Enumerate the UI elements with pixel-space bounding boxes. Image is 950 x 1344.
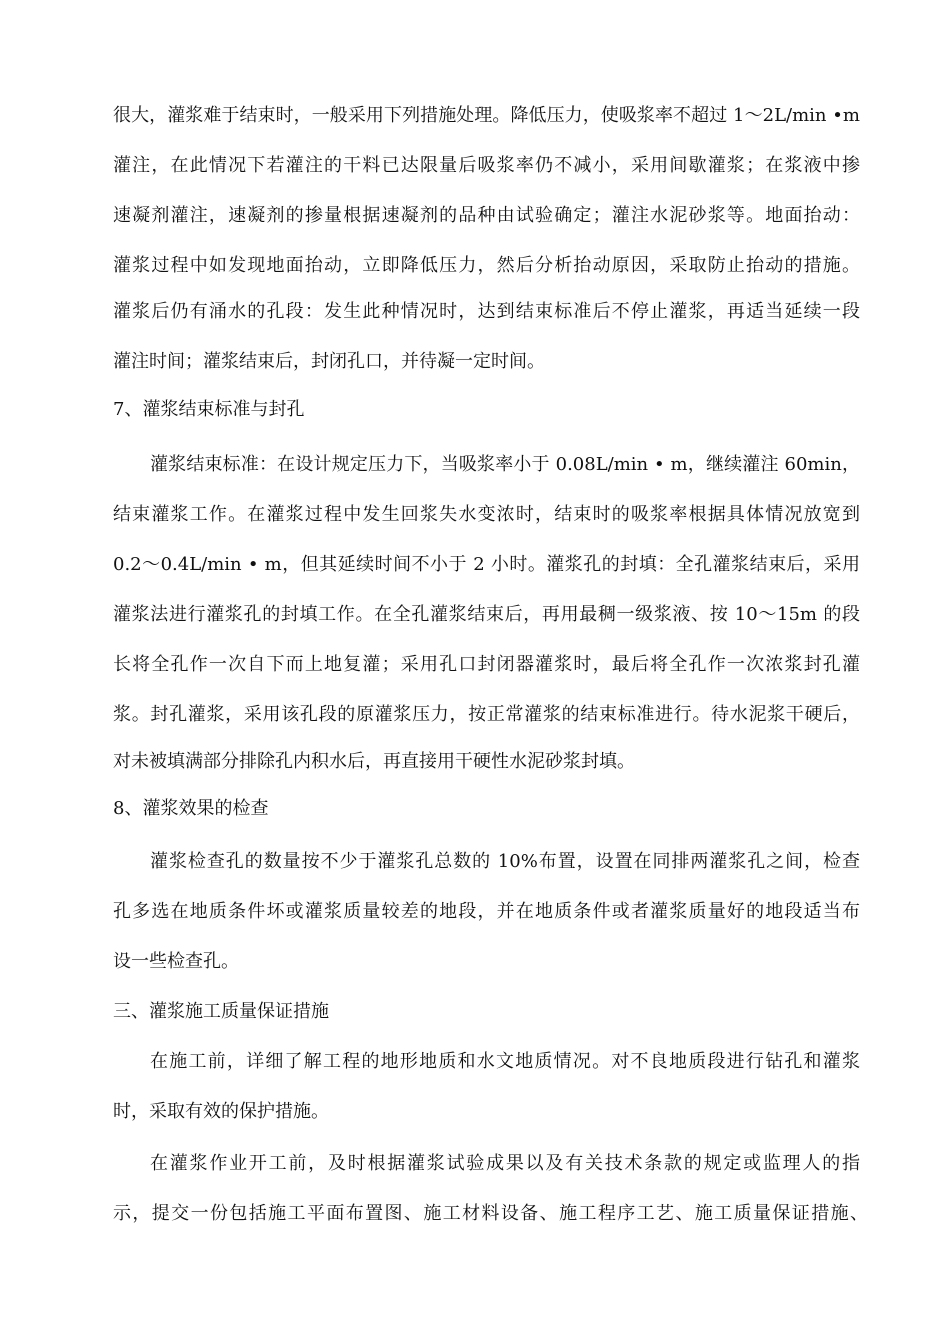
text-line: 0.2～0.4L/min • m，但其延续时间不小于 2 小时。灌浆孔的封填：全孔灌浆结束后，采用: [113, 554, 860, 575]
text-line: 浆。封孔灌浆，采用该孔段的原灌浆压力，按正常灌浆的结束标准进行。待水泥浆干硬后，: [113, 704, 860, 725]
text-line: 速凝剂灌注，速凝剂的掺量根据速凝剂的品种由试验确定；灌注水泥砂浆等。地面抬动：: [113, 205, 860, 226]
text-line: 时，采取有效的保护措施。: [113, 1101, 329, 1122]
paragraph-first-line: 在灌浆作业开工前，及时根据灌浆试验成果以及有关技术条款的规定或监理人的指: [150, 1153, 860, 1174]
text-line: 设一些检查孔。: [113, 951, 239, 972]
text-line: 很大，灌浆难于结束时，一般采用下列措施处理。降低压力，使吸浆率不超过 1～2L/min •m: [113, 105, 860, 126]
paragraph-first-line: 在施工前，详细了解工程的地形地质和水文地质情况。对不良地质段进行钻孔和灌浆: [150, 1051, 860, 1072]
text-line: 灌注，在此情况下若灌注的干料已达限量后吸浆率仍不减小，采用间歇灌浆；在浆液中掺: [113, 155, 860, 176]
text-line: 灌浆过程中如发现地面抬动，立即降低压力，然后分析抬动原因，采取防止抬动的措施。: [113, 255, 860, 276]
section-heading: 8、灌浆效果的检查: [113, 798, 269, 819]
text-line: 对未被填满部分排除孔内积水后，再直接用干硬性水泥砂浆封填。: [113, 751, 635, 772]
paragraph-first-line: 灌浆结束标准：在设计规定压力下，当吸浆率小于 0.08L/min • m，继续灌注 60min，: [150, 454, 860, 475]
section-heading: 三、灌浆施工质量保证措施: [113, 1001, 329, 1022]
text-line: 灌浆后仍有涌水的孔段：发生此种情况时，达到结束标准后不停止灌浆，再适当延续一段: [113, 301, 860, 322]
section-heading: 7、灌浆结束标准与封孔: [113, 399, 305, 420]
text-line: 灌浆法进行灌浆孔的封填工作。在全孔灌浆结束后，再用最稠一级浆液、按 10～15m 的段: [113, 604, 860, 625]
text-line: 灌注时间；灌浆结束后，封闭孔口，并待凝一定时间。: [113, 351, 545, 372]
text-line: 结束灌浆工作。在灌浆过程中发生回浆失水变浓时，结束时的吸浆率根据具体情况放宽到: [113, 504, 860, 525]
paragraph-first-line: 灌浆检查孔的数量按不少于灌浆孔总数的 10%布置，设置在同排两灌浆孔之间，检查: [150, 851, 860, 872]
text-line: 示，提交一份包括施工平面布置图、施工材料设备、施工程序工艺、施工质量保证措施、: [113, 1203, 868, 1224]
text-line: 孔多选在地质条件坏或灌浆质量较差的地段，并在地质条件或者灌浆质量好的地段适当布: [113, 901, 860, 922]
text-line: 长将全孔作一次自下而上地复灌；采用孔口封闭器灌浆时，最后将全孔作一次浓浆封孔灌: [113, 654, 860, 675]
